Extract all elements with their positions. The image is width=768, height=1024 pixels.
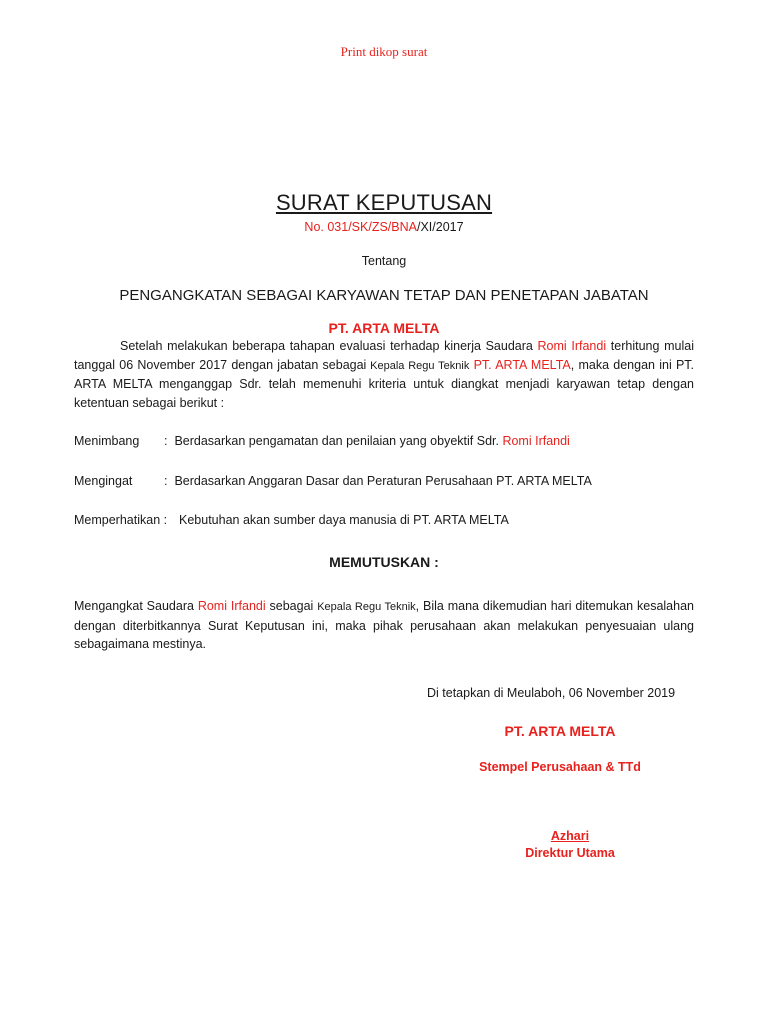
- consideration-mengingat: [74, 472, 714, 490]
- consideration-separator: :: [164, 434, 168, 448]
- signature-stamp-note: Stempel Perusahaan & TTd: [479, 760, 641, 774]
- place-date-value: Meulaboh, 06 November 2019: [506, 686, 676, 700]
- consideration-label: Mengingat: [74, 474, 133, 488]
- print-letterhead-note: Print dikop surat: [340, 44, 428, 59]
- consideration-memperhatikan: [74, 511, 714, 529]
- decision-heading: MEMUTUSKAN :: [329, 554, 439, 570]
- document-title: SURAT KEPUTUSAN: [275, 190, 493, 215]
- opening-text-3: dengan jabatan: [227, 357, 323, 372]
- document-number-suffix: /XI/2017: [416, 220, 464, 234]
- company-name-inline: PT. ARTA MELTA: [469, 357, 571, 372]
- place-and-date: [427, 686, 675, 700]
- document-number: [0, 220, 768, 234]
- consideration-employee-name: Romi Irfandi: [502, 434, 570, 448]
- place-prefix: Di tetapkan di: [427, 686, 507, 700]
- signatory-title: Direktur Utama: [525, 846, 615, 860]
- employee-position: Kepala Regu Teknik: [366, 359, 470, 372]
- company-heading: PT. ARTA MELTA: [328, 320, 440, 336]
- decision-text-3: , Bila mana dikemudian hari ditemukan kesalahan dengan diterbitkannya Surat Keputusan ini, maka pihak perusahaan akan melakukan penyesuaian ulang sebagaimana mestinya.: [74, 599, 694, 651]
- decision-text-2: sebagai: [265, 599, 318, 613]
- consideration-label: Menimbang: [74, 434, 140, 448]
- consideration-text: Berdasarkan pengamatan dan penilaian yang obyektif Sdr.: [174, 434, 503, 448]
- document-subject: PENGANGKATAN SEBAGAI KARYAWAN TETAP DAN PENETAPAN JABATAN: [119, 287, 649, 304]
- opening-paragraph: [74, 337, 694, 412]
- consideration-text: Berdasarkan Anggaran Dasar dan Peraturan Perusahaan PT. ARTA MELTA: [174, 474, 592, 488]
- signature-company: PT. ARTA MELTA: [504, 723, 616, 739]
- decision-employee-name: Romi Irfandi: [197, 599, 266, 613]
- opening-text-2: terhitung mulai tanggal: [74, 339, 694, 372]
- consideration-text: Kebutuhan akan sumber daya manusia di PT. ARTA MELTA: [179, 513, 509, 527]
- tentang-label: Tentang: [361, 254, 407, 268]
- consideration-menimbang: [74, 432, 714, 450]
- opening-text-5: , maka dengan ini PT. ARTA MELTA menganggap Sdr. telah memenuhi kriteria untuk diangkat menjadi karyawan tetap dengan ketentuan sebagai berikut :: [74, 357, 695, 410]
- opening-text-1: Setelah melakukan beberapa tahapan evaluasi terhadap kinerja Saudara: [120, 339, 538, 353]
- decision-position: Kepala Regu Teknik: [317, 601, 416, 613]
- start-date: 06 November 2017: [119, 357, 228, 372]
- opening-text-4: sebagai: [322, 357, 367, 372]
- document-number-prefix: No. 031/SK/ZS/BNA: [304, 220, 417, 234]
- consideration-label: Memperhatikan :: [74, 513, 168, 527]
- decision-text-1: Mengangkat Saudara: [74, 599, 198, 613]
- signatory-name: Azhari: [550, 829, 590, 843]
- employee-name: Romi Irfandi: [537, 339, 607, 353]
- consideration-separator: :: [164, 474, 168, 488]
- decision-paragraph: [74, 597, 694, 654]
